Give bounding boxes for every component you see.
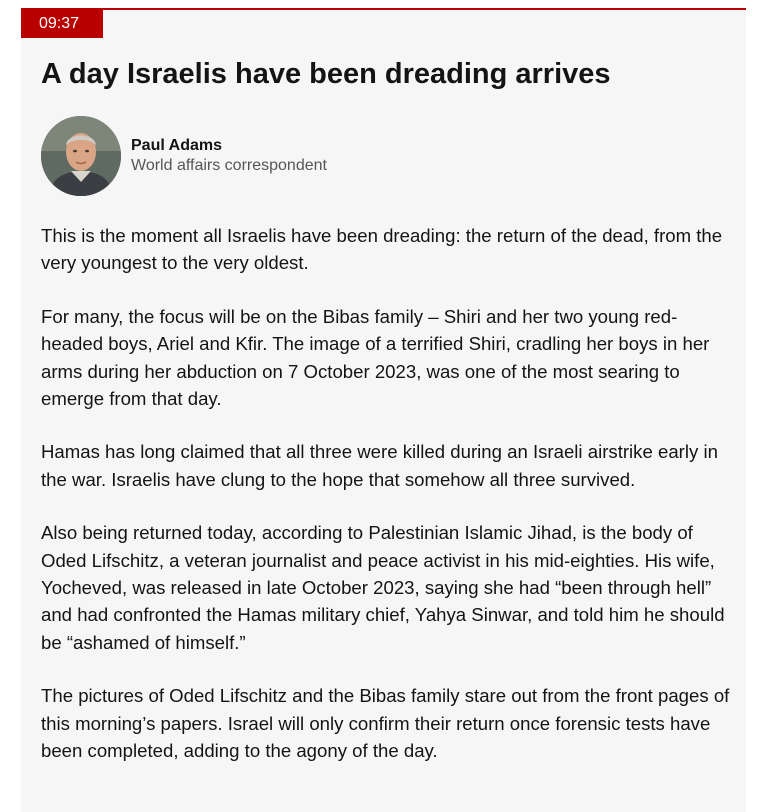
paragraph: For many, the focus will be on the Bibas family – Shiri and her two young red-headed boys, Ariel and Kfir. The image of a terrified Shiri, cradling her boys in her arms during her abduction on 7 October 2023, was one of the most searing to emerge from that day. xyxy=(41,305,710,410)
author-role: World affairs correspondent xyxy=(131,157,327,174)
author-avatar xyxy=(41,116,121,196)
live-post xyxy=(21,8,746,812)
timestamp-badge: 09:37 xyxy=(21,10,103,38)
paragraph: Hamas has long claimed that all three were killed during an Israeli airstrike early in the war. Israelis have clung to the hope that somehow all three survived. xyxy=(41,441,718,490)
post-headline: A day Israelis have been dreading arrives xyxy=(41,58,611,90)
author-name: Paul Adams xyxy=(131,137,222,154)
paragraph: The pictures of Oded Lifschitz and the Bibas family stare out from the front pages of this morning’s papers. Israel will only confirm their return once forensic tests have been completed, adding to the agony of the day. xyxy=(41,685,730,762)
paragraph: Also being returned today, according to Palestinian Islamic Jihad, is the body of Oded Lifschitz, a veteran journalist and peace activist in his mid-eighties. His wife, Yocheved, was released in late October 2023, saying she had “been through hell” and had confronted the Hamas military chief, Yahya Sinwar, and told him he should be “ashamed of himself.” xyxy=(41,522,725,653)
paragraph: This is the moment all Israelis have been dreading: the return of the dead, from the very youngest to the very oldest. xyxy=(41,225,723,274)
author-portrait-image xyxy=(41,116,121,196)
post-body xyxy=(41,222,731,791)
